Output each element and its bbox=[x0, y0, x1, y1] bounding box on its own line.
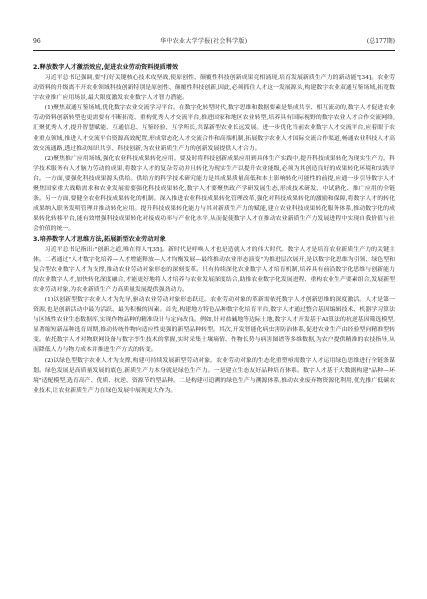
body-paragraph: 习近平总书记强调,要"打好关键核心技术攻坚战,使原创性、颠覆性科技创新成果竞相涌现,培育发展新质生产力的新动能"[34]。农业劳动资料的升级离不开农业领域科技创新特别是原创性、颠覆性科技创新,因此,必须抓住人才这一发展源头,构建数字农业双通互鉴场域,拓宽数字农业推广应用场景,最大限度激发农业数字人才智力潜能。 bbox=[33, 75, 395, 102]
running-header bbox=[33, 0, 395, 51]
page-number: 96 bbox=[33, 38, 41, 45]
issue-number: (总177期) bbox=[366, 38, 395, 45]
article-body bbox=[33, 63, 395, 396]
section-heading: 2.释放数字人才激活效应,促进农业劳动资料提质增效 bbox=[33, 64, 179, 71]
body-paragraph: (2)以绿色型数字农业人才为支撑,构建可持续发展新型劳动对象。农业劳动对象的生态化重塑亟需数字人才运用绿色思维进行全链条谋划。绿色发展是高质量发展的底色,新质生产力本身就是绿色生产力。一是建立生态友好品种培育体系。数字人才基于大数据构建"品种—环境"适配模型,选育高产、优质、抗逆、资源节约型品种。二是构建可追溯的绿色生产与溯源体系,推动农业废弃物资源化利用,优先推广低碳农业技术,让农业新质生产力在绿色发展中展现更大作为。 bbox=[33, 357, 395, 394]
journal-title: 华中农业大学学报(社会科学版) bbox=[160, 38, 248, 45]
section-heading: 3.培养数字人才思维方法,拓展新型农业劳动对象 bbox=[33, 235, 166, 243]
body-paragraph: (1)聚焦双通互鉴场域,优化数字农业交流学习平台。在数字化转型时代,数字思维和数据要素是集成共享、相互流动的,数字人才促进农业劳动资料创新转型也更需要有不断拓宽、重构优秀人才交流平台,推进国家和地区农业转型,培养具有国际视野的数字农业人才合作交流网络,汇聚优秀人才,提升智慧赋能、互通信息、互鉴经验、互学所长,共谋新型农业长远发展。进一步优化当前农业数字人才交流平台,应着眼于农业重点领域,推进人才交流平台资源高效配置,形成常态化人才交流合作和高端机制,拓展数字农业人才国际交流合作渠道,畅通农业科技人才高效交流通路,透过推动知识共享、科技创新,为农业新质生产力的创新发展提供人才合力。 bbox=[33, 105, 395, 152]
body-paragraph: (1)以创新型数字农业人才为先导,驱动农业劳动对象形态跃迁。农业劳动对象的革新需依托数字人才创新思维的深度激活。人才是第一资源,也是创新活动中最为活跃、最为积极的因素。首先,构建地方特色品种数字化培育平台,数字人才通过整合基因编辑技术、机器学习算法与区域性农业生态数据库,实现作物品种的精准设计与定向改良。例如,针对盐碱地等边际土地,数字人才开发基于AI算法的抗逆基因筛选模型,显著缩短新品种选育周期,推动传统作物向适应性更强的新型品种转型。其次,开发智能化病虫害防治体系,促进农业生产由经验型向精准型转变。依托数字人才对物联网设备与数字孪生技术的掌握,实时采集土壤墒情、作物长势与病害图谱等多维数据,为农户提供精准的农技指导,从而降低人力与物力成本并推进生产方式的转变。 bbox=[33, 296, 395, 354]
body-paragraph: 习近平总书记指出:"创新之道,唯在得人"[35]。新时代是呼唤人才也是造就人才的伟大时代。数字人才是培育农业新质生产力的关键主体。二者通过"人才数字化培养—人才增能释放—人才均衡发展—最终推动农业形态演变"为推进层次展开,是以数字化思维为引领、绿色型和复合型农业数字人才为支撑,推动农业劳动对象形态的深刻变革。只有持续深化农业数字人才培育机制,培养具有前沿数字化思维与创新能力的农业数字人才,加快转化深度融合,才能更好地将人才培养与农业发展深度结合,助推农业数字化发展进程、重构农业生产要素组合,发展新型农业劳动对象,为农业新质生产力高质量发展提供强劲动力。 bbox=[33, 246, 395, 293]
body-paragraph: (2)聚焦推广应用场域,强化农业科技成果转化应用。要及时将科技创新成果应用到具体生产实践中,提升科技成果转化为现实生产力。科学技术服务有人才脑力劳动的成果,将数字人才的复杂劳动并且转化为现实生产以提升农业能级,必须为其创造良好的成果转化环境和实践平台。一方面,要强化科技成果源头供给。供给方的科学技术研究能力是其成果质量高低和本土影响转化可能性的前提,应通一步引导数字人才聚焦国家重大战略需求和农业发展需要强化科技成果转化,数字人才要聚焦政产学研发展生态,形成技术研发、中试熟化、推广应用的全链条。另一方面,要健全农业科技成果转化的机制。深入推进农业科技成果转化管理改革,强化对科技成果转化的激励和保障,将数字人才的转化成果纳入职务发明管理并推动转化应用。提升科技成果转化能力与其对新质生产力的赋能,建立农业科技成果转化服务体系,推动数字化的成果转化转移平台,能有效增强科技成果转化对接成功率与产业化水平,从而促使数字人才在推动农业新质生产力发展进程中实现自我价值与社会价值的统一。 bbox=[33, 155, 395, 233]
